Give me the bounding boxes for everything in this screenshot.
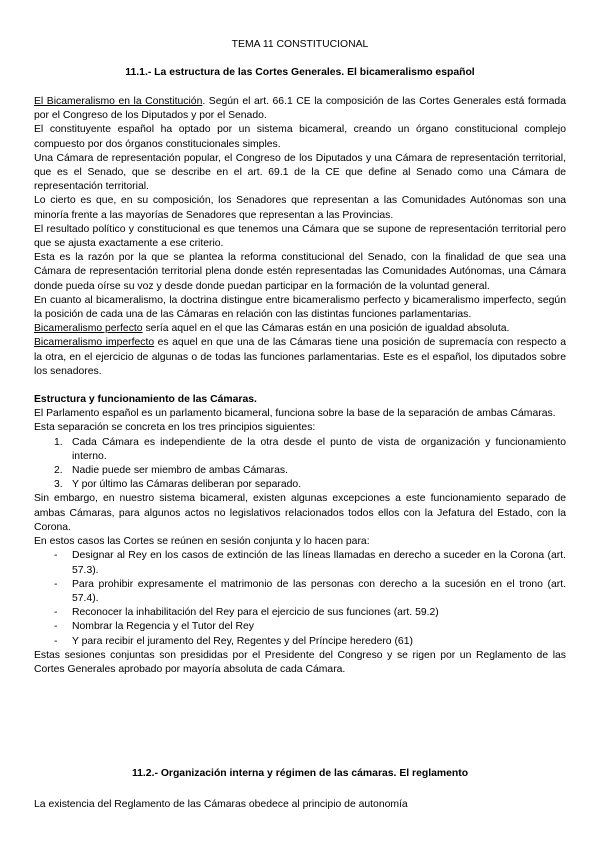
joint-session-list: [34, 549, 566, 648]
list-item: - Nombrar la Regencia y el Tutor del Rey: [54, 621, 254, 633]
paragraph: Sin embargo, en nuestro sistema bicameral, existen algunas excepciones a este funcionamiento separado de ambas Cámaras, para algunos actos no legislativos relacionados todos ellos con la Jefatura del Estado, con la Corona.: [34, 493, 566, 533]
paragraph: Estas sesiones conjuntas son presididas por el Presidente del Congreso y se rigen por un Reglamento de las Cortes Generales aprobado por mayoría absoluta de cada Cámara.: [34, 649, 566, 675]
paragraph: Esta es la razón por la que se plantea la reforma constitucional del Senado, con la finalidad de que sea una Cámara de representación territorial plena donde estén representadas las Comunidades Autónomas, una Cámara donde pueda oírse su voz y desde donde puedan participar en la formación de la voluntad general.: [34, 252, 566, 292]
principles-list: [34, 436, 566, 493]
paragraph: Esta separación se concreta en los tres principios siguientes:: [34, 422, 316, 434]
list-item: - Reconocer la inhabilitación del Rey para el ejercicio de sus funciones (art. 59.2): [54, 607, 439, 619]
list-item: - Para prohibir expresamente el matrimonio de las personas con derecho a la sucesión en el trono (art. 57.4).: [54, 578, 566, 604]
list-item: - Designar al Rey en los casos de extinción de las líneas llamadas en derecho a suceder en la Corona (art. 57.3).: [54, 550, 566, 576]
paragraph: El Parlamento español es un parlamento bicameral, funciona sobre la base de la separación de ambas Cámaras.: [34, 408, 556, 420]
paragraph: El resultado político y constitucional es que tenemos una Cámara que se supone de representación territorial pero que se ajusta exactamente a ese criterio.: [34, 223, 566, 250]
underlined-term: Bicameralismo imperfecto: [34, 337, 155, 349]
paragraph: Bicameralismo perfecto sería aquel en el que las Cámaras están en una posición de igualdad absoluta.: [34, 323, 510, 335]
section-heading-11-1: 11.1.- La estructura de las Cortes Generales. El bicameralismo español: [125, 67, 475, 78]
subheading: Estructura y funcionamiento de las Cámaras.: [34, 394, 257, 406]
list-item: - Y para recibir el juramento del Rey, Regentes y del Príncipe heredero (61): [54, 635, 413, 647]
spacer: [34, 379, 566, 393]
list-item: 1. Cada Cámara es independiente de la otra desde el punto de vista de organización y funcionamiento interno.: [54, 436, 566, 462]
underlined-term: El Bicameralismo en la Constitución: [34, 96, 203, 107]
underlined-term: Bicameralismo perfecto: [34, 323, 143, 335]
paragraph: El Bicameralismo en la Constitución. Según el art. 66.1 CE la composición de las Cortes Generales está formada por el Congreso de los Diputados y por el Senado.: [34, 96, 566, 122]
paragraph: Lo cierto es que, en su composición, los Senadores que representan a las Comunidades Autónomas son una minoría frente a las mayorías de Senadores que representan a las Provincias.: [34, 195, 566, 221]
list-item: 3. Y por último las Cámaras deliberan por separado.: [54, 479, 302, 491]
section-body-11-2: [34, 798, 566, 812]
paragraph: La existencia del Reglamento de las Cámaras obedece al principio de autonomía: [34, 799, 408, 810]
list-item: 2. Nadie puede ser miembro de ambas Cámaras.: [54, 465, 288, 477]
section-body-11-1: [34, 95, 566, 677]
paragraph: Bicameralismo imperfecto es aquel en que una de las Cámaras tiene una posición de supremacía con respecto a la otra, en el ejercicio de algunas o de todas las funciones parlamentarias. Este es el español, los diputados sobre los senadores.: [34, 337, 567, 377]
paragraph: En estos casos las Cortes se reúnen en sesión conjunta y lo hacen para:: [34, 536, 370, 548]
paragraph: Una Cámara de representación popular, el Congreso de los Diputados y una Cámara de representación territorial, que es el Senado, que se describe en el art. 69.1 de la CE que define al Senado como una Cámara de representación territorial.: [34, 152, 566, 193]
paragraph: En cuanto al bicameralismo, la doctrina distingue entre bicameralismo perfecto y bicameralismo imperfecto, según la posición de cada una de las Cámaras en relación con las distintas funciones parlamentarias.: [34, 294, 566, 321]
section-heading-11-2: 11.2.- Organización interna y régimen de las cámaras. El reglamento: [131, 768, 469, 779]
document-title: TEMA 11 CONSTITUCIONAL: [231, 39, 369, 50]
paragraph: El constituyente español ha optado por un sistema bicameral, creando un órgano constitucional complejo compuesto por dos órganos constitucionales simples.: [34, 124, 566, 150]
